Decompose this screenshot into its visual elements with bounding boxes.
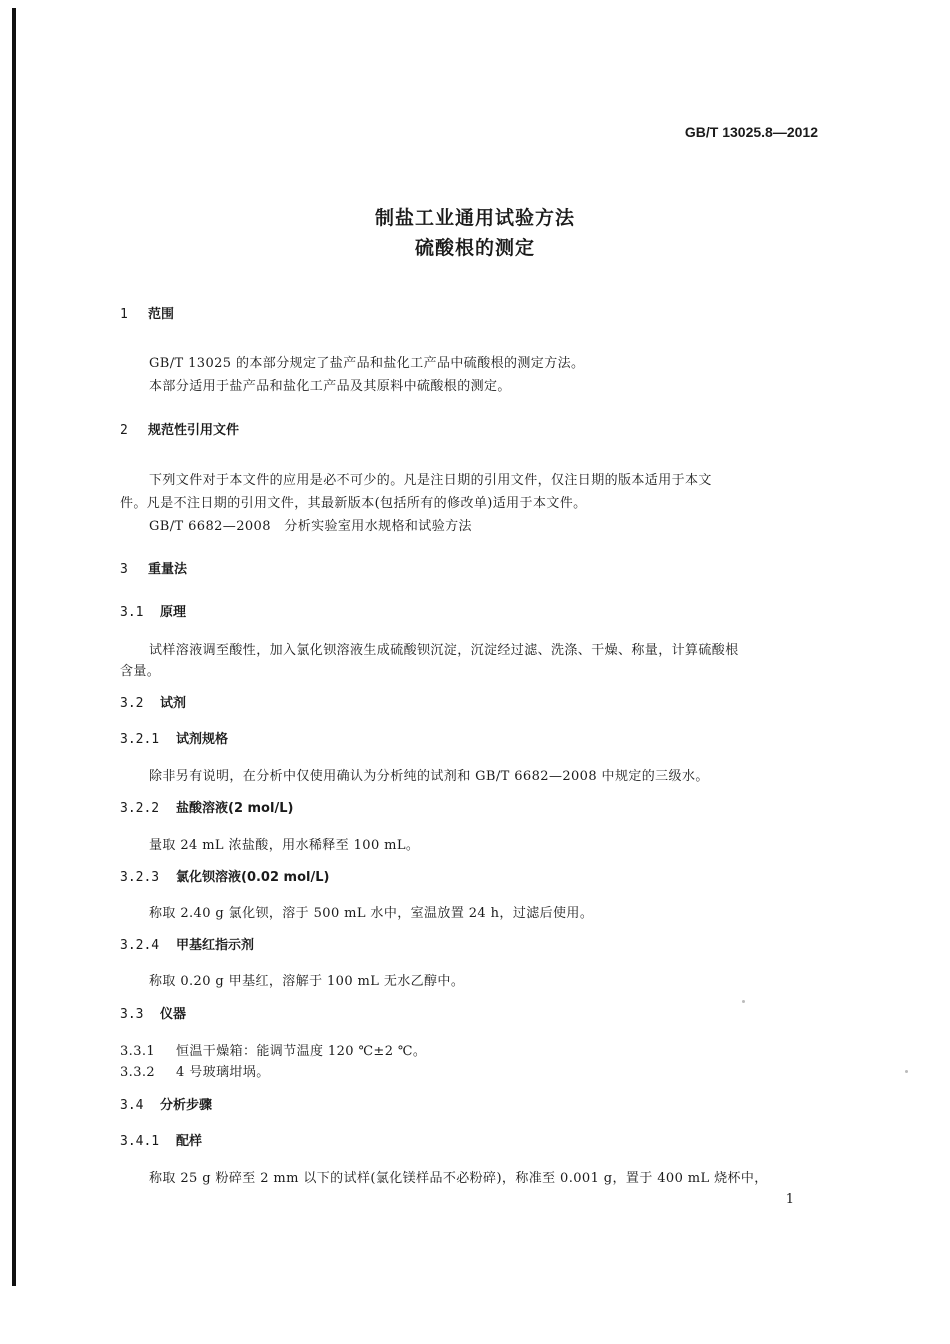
section-number: 3.2.4: [120, 938, 160, 953]
section-title: 氯化钡溶液(0.02 mol/L): [176, 870, 330, 885]
paragraph: 件。凡是不注日期的引用文件，其最新版本(包括所有的修改单)适用于本文件。: [120, 496, 587, 511]
section-title: 甲基红指示剂: [176, 938, 255, 953]
section-title: 规范性引用文件: [148, 423, 240, 438]
section-3-3-heading: [120, 1003, 186, 1022]
scan-speck: [742, 1000, 745, 1003]
standard-number: GB/T 13025.8—2012: [684, 124, 818, 140]
section-title: 原理: [160, 605, 187, 620]
clause-text: 4 号玻璃坩埚。: [176, 1065, 270, 1080]
section-number: 3.2.3: [120, 870, 160, 885]
section-title: 范围: [148, 307, 175, 322]
section-number: 3.2.1: [120, 732, 160, 747]
section-title: 分析步骤: [160, 1098, 213, 1113]
section-title: 仪器: [160, 1007, 187, 1022]
section-title: 试剂: [160, 696, 187, 711]
section-2-heading: [120, 419, 239, 438]
clause-3-3-1: [120, 1040, 426, 1059]
section-number: 3.4: [120, 1098, 144, 1113]
section-number: 3: [120, 562, 128, 577]
section-number: 3.2.2: [120, 801, 160, 816]
section-title: 重量法: [148, 562, 188, 577]
paragraph: 下列文件对于本文件的应用是必不可少的。凡是注日期的引用文件，仅注日期的版本适用于本文: [149, 473, 712, 488]
paragraph: 量取 24 mL 浓盐酸，用水稀释至 100 mL。: [149, 838, 420, 853]
section-3-2-heading: [120, 692, 186, 711]
paragraph: 称取 25 g 粉碎至 2 mm 以下的试样(氯化镁样品不必粉碎)，称准至 0.001 g，置于 400 mL 烧杯中，: [149, 1171, 768, 1186]
reference-entry: GB/T 6682—2008 分析实验室用水规格和试验方法: [149, 519, 472, 534]
page-number: 1: [785, 1192, 794, 1207]
document-subtitle: 硫酸根的测定: [414, 237, 535, 259]
clause-text: 恒温干燥箱：能调节温度 120 ℃±2 ℃。: [176, 1044, 427, 1059]
section-number: 1: [120, 307, 128, 322]
section-number: 3.3.1: [120, 1044, 156, 1059]
section-3-2-4-heading: [120, 934, 254, 953]
paragraph: 含量。: [120, 664, 161, 679]
paragraph: 称取 0.20 g 甲基红，溶解于 100 mL 无水乙醇中。: [149, 974, 465, 989]
section-1-heading: [120, 303, 174, 322]
paragraph: 称取 2.40 g 氯化钡，溶于 500 mL 水中，室温放置 24 h，过滤后使用。: [149, 906, 594, 921]
section-number: 3.4.1: [120, 1134, 160, 1149]
section-number: 3.1: [120, 605, 144, 620]
section-3-4-heading: [120, 1094, 212, 1113]
section-number: 2: [120, 423, 128, 438]
section-3-1-heading: [120, 601, 186, 620]
clause-3-3-2: [120, 1061, 270, 1080]
section-3-heading: [120, 558, 187, 577]
section-3-2-3-heading: [120, 866, 329, 885]
section-3-2-2-heading: [120, 797, 293, 816]
section-3-2-1-heading: [120, 728, 228, 747]
section-title: 试剂规格: [176, 732, 229, 747]
paragraph: GB/T 13025 的本部分规定了盐产品和盐化工产品中硫酸根的测定方法。: [149, 356, 585, 371]
section-number: 3.3: [120, 1007, 144, 1022]
paragraph: 试样溶液调至酸性，加入氯化钡溶液生成硫酸钡沉淀，沉淀经过滤、洗涤、干燥、称量，计算硫酸根: [149, 643, 739, 658]
section-title: 盐酸溶液(2 mol/L): [176, 801, 294, 816]
scan-border: [12, 8, 16, 1286]
section-3-4-1-heading: [120, 1130, 202, 1149]
section-number: 3.3.2: [120, 1065, 156, 1080]
scan-speck: [905, 1070, 908, 1073]
section-number: 3.2: [120, 696, 144, 711]
paragraph: 除非另有说明，在分析中仅使用确认为分析纯的试剂和 GB/T 6682—2008 中规定的三级水。: [149, 769, 709, 784]
section-title: 配样: [176, 1134, 203, 1149]
paragraph: 本部分适用于盐产品和盐化工产品及其原料中硫酸根的测定。: [149, 379, 511, 394]
document-title: 制盐工业通用试验方法: [374, 207, 575, 229]
